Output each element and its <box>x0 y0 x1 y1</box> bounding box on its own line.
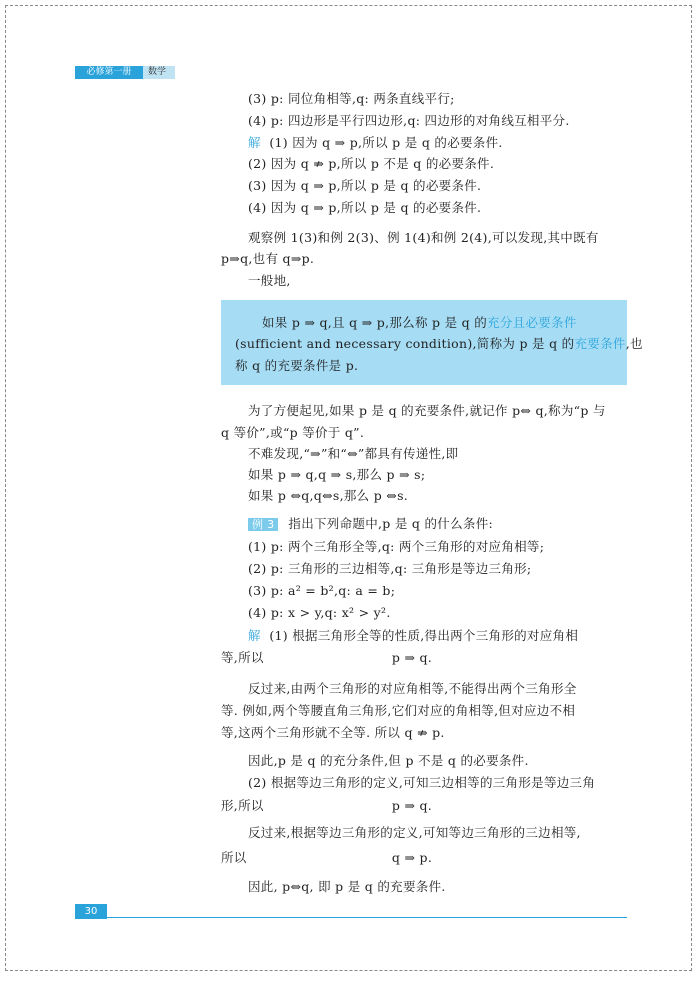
text-line <box>221 725 445 741</box>
text-line <box>248 467 425 483</box>
text-line <box>248 230 599 246</box>
text-segment: (sufficient and necessary condition),简称为 p 是 q 的 <box>235 336 575 351</box>
text-line <box>221 850 432 866</box>
text-line <box>248 200 481 216</box>
text-line <box>248 91 455 107</box>
text-segment: 反过来,由两个三角形的对应角相等,不能得出两个三角形全 <box>248 681 577 696</box>
text-segment: q 等价”,或“p 等价于 q”. <box>221 425 365 440</box>
text-segment: 因此,p 是 q 的充分条件,但 p 不是 q 的必要条件. <box>248 753 529 768</box>
text-segment: 观察例 1(3)和例 2(3)、例 1(4)和例 2(4),可以发现,其中既有 <box>248 230 599 245</box>
text-segment: 因此, p⇔q, 即 p 是 q 的充要条件. <box>248 879 446 894</box>
text-segment: (2) 根据等边三角形的定义,可知三边相等的三角形是等边三角 <box>248 775 596 790</box>
text-line <box>248 605 391 621</box>
text-segment: 所以 q ⇒ p. <box>221 850 433 865</box>
text-line <box>235 336 643 352</box>
text-segment: 如果 p ⇔q,q⇔s,那么 p ⇔s. <box>248 488 409 503</box>
text-line <box>248 825 581 841</box>
text-line <box>262 315 577 331</box>
text-line <box>248 113 570 129</box>
text-line <box>248 156 494 172</box>
text-segment: 不难发现,“⇒”和“⇔”都具有传递性,即 <box>248 446 459 461</box>
book-label: 必修第一册 <box>75 66 143 79</box>
text-segment: 如果 p ⇒ q,q ⇒ s,那么 p ⇒ s; <box>248 467 426 482</box>
highlight-term: 充分且必要条件 <box>487 315 577 330</box>
text-segment: ,也 <box>625 336 643 351</box>
text-segment: (3) p: 同位角相等,q: 两条直线平行; <box>248 91 455 106</box>
text-segment: 如果 p ⇒ q,且 q ⇒ p,那么称 p 是 q 的 <box>262 315 488 330</box>
text-line <box>248 681 577 697</box>
text-line <box>248 403 606 419</box>
footer-rule <box>107 917 627 918</box>
text-line <box>235 358 358 374</box>
text-segment: (2) 因为 q ⇏ p,所以 p 不是 q 的必要条件. <box>248 156 495 171</box>
text-line <box>248 775 595 791</box>
text-segment: 反过来,根据等边三角形的定义,可知等边三角形的三边相等, <box>248 825 581 840</box>
text-segment: (1) p: 两个三角形全等,q: 两个三角形的对应角相等; <box>248 539 545 554</box>
text-segment: 为了方便起见,如果 p 是 q 的充要条件,就记作 p⇔ q,称为“p 与 <box>248 403 606 418</box>
text-line <box>248 561 531 577</box>
text-line <box>221 650 432 666</box>
text-line <box>248 516 493 533</box>
text-segment: (3) 因为 q ⇒ p,所以 p 是 q 的必要条件. <box>248 178 482 193</box>
text-line <box>248 446 458 462</box>
text-line <box>221 425 364 441</box>
text-segment: 形,所以 p ⇒ q. <box>221 798 433 813</box>
text-segment: p⇒q,也有 q⇒p. <box>221 251 315 266</box>
running-header <box>75 66 175 79</box>
text-segment: 等. 例如,两个等腰直角三角形,它们对应的角相等,但对应边不相 <box>221 703 576 718</box>
text-line <box>248 539 544 555</box>
text-line <box>221 251 314 267</box>
text-line <box>221 703 575 719</box>
text-line <box>248 135 503 151</box>
highlight-term: 解 <box>248 628 261 643</box>
text-segment: 一般地, <box>248 273 291 288</box>
text-line <box>248 583 395 599</box>
page-number: 30 <box>75 904 107 919</box>
highlight-term: 充要条件 <box>574 336 626 351</box>
text-line <box>221 798 432 814</box>
text-segment: (1) 因为 q ⇒ p,所以 p 是 q 的必要条件. <box>260 135 503 150</box>
text-segment: 等,这两个三角形就不全等. 所以 q ⇏ p. <box>221 725 445 740</box>
text-segment: 等,所以 p ⇒ q. <box>221 650 433 665</box>
text-line <box>248 753 529 769</box>
text-line <box>248 178 481 194</box>
text-segment: (4) 因为 q ⇒ p,所以 p 是 q 的必要条件. <box>248 200 482 215</box>
text-segment: (2) p: 三角形的三边相等,q: 三角形是等边三角形; <box>248 561 532 576</box>
text-line <box>248 628 578 644</box>
text-segment: 指出下列命题中,p 是 q 的什么条件: <box>288 516 494 531</box>
subject-label: 数学 <box>143 66 175 79</box>
text-segment: 称 q 的充要条件是 p. <box>235 358 359 373</box>
text-segment: (1) 根据三角形全等的性质,得出两个三角形的对应角相 <box>260 628 579 643</box>
highlight-term: 解 <box>248 135 261 150</box>
text-segment: (4) p: x > y,q: x² > y². <box>248 605 391 620</box>
text-line <box>248 488 408 504</box>
example-tag: 例 3 <box>248 518 278 531</box>
text-segment: (4) p: 四边形是平行四边形,q: 四边形的对角线互相平分. <box>248 113 570 128</box>
text-segment: (3) p: a² = b²,q: a = b; <box>248 583 396 598</box>
text-line <box>248 879 446 895</box>
text-line <box>248 273 291 289</box>
